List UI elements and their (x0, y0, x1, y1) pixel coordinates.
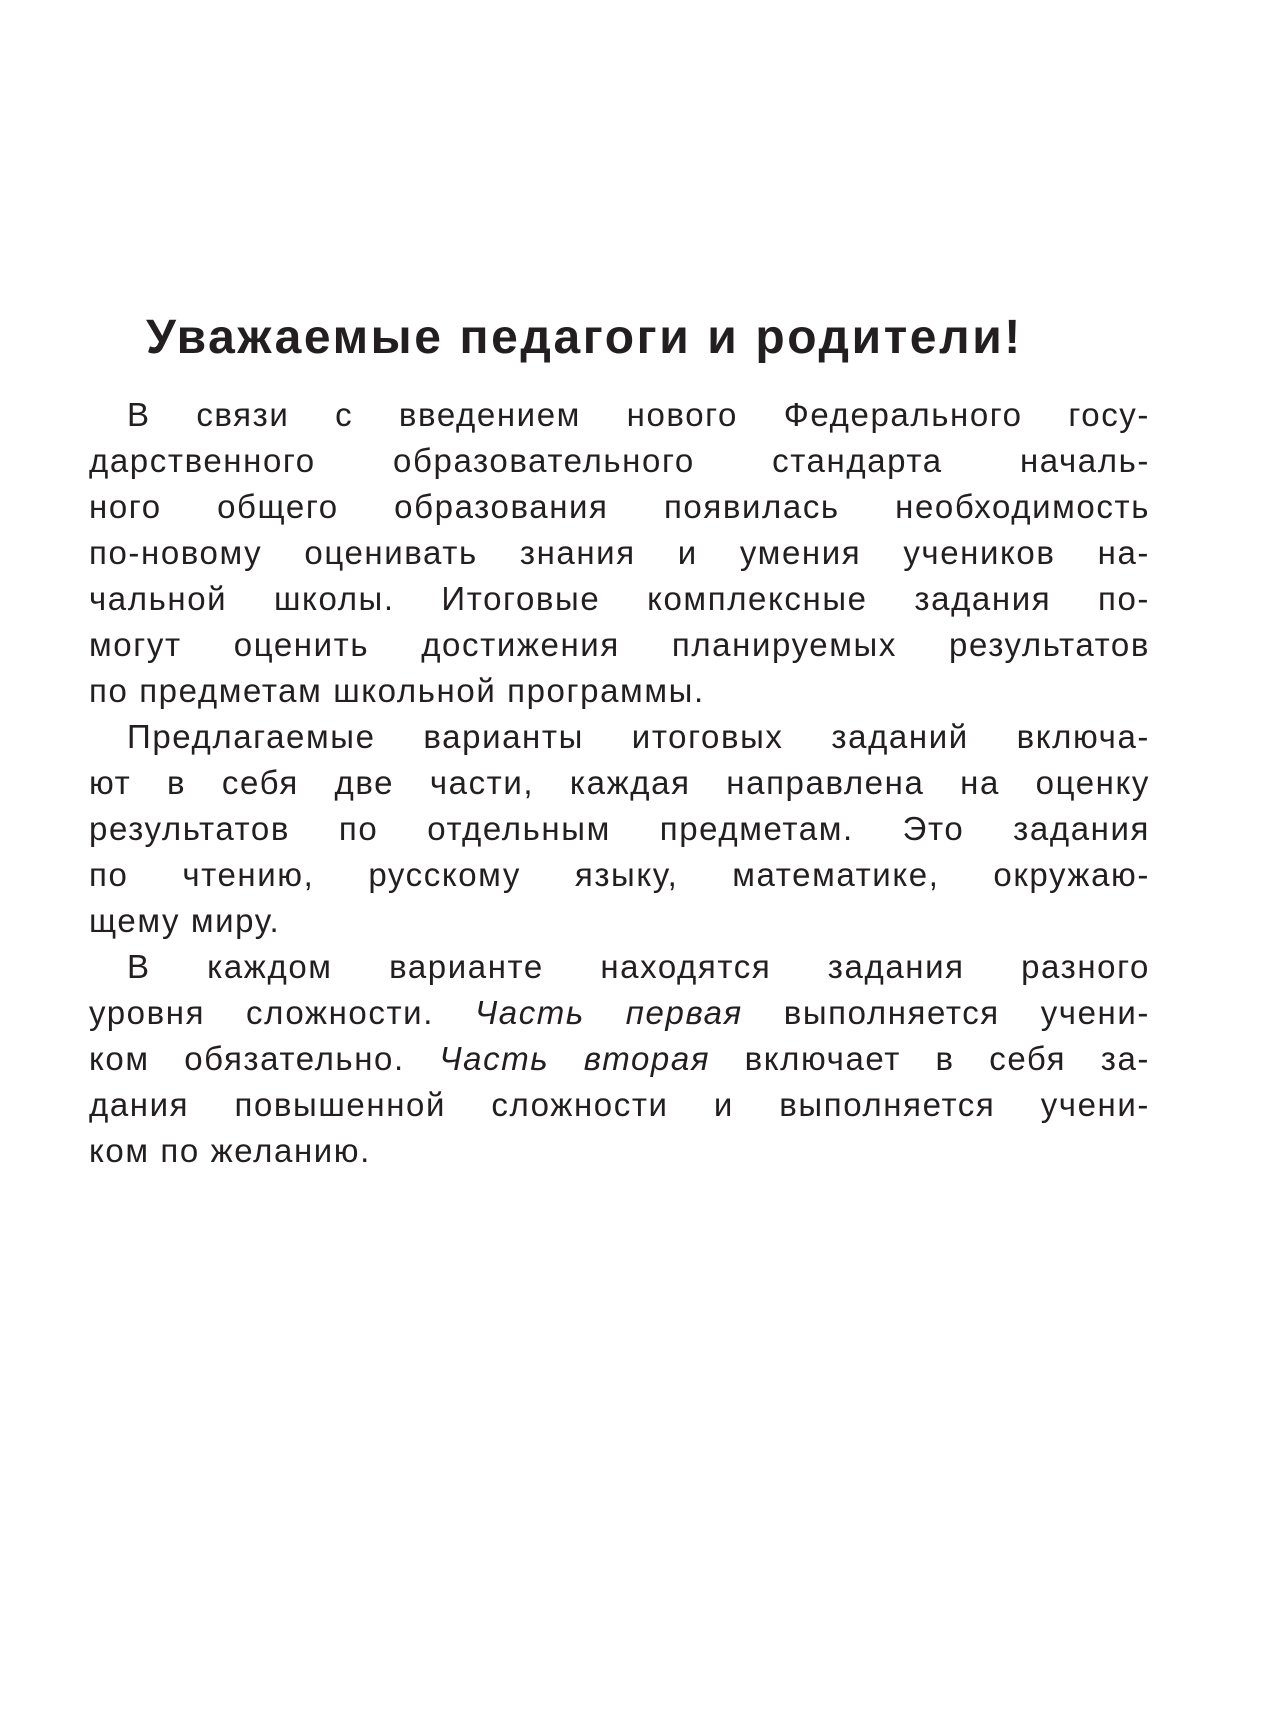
text-line: ного общего образования появилась необходимость (89, 488, 1150, 525)
body-text (89, 392, 1150, 1174)
text-line: результатов по отдельным предметам. Это задания (89, 810, 1150, 847)
page-title: Уважаемые педагоги и родители! (146, 311, 1023, 364)
text-segment: уровня сложности. (89, 994, 475, 1031)
text-line: В каждом варианте находятся задания разного (127, 948, 1150, 985)
text-line: по чтению, русскому языку, математике, окружаю- (89, 856, 1150, 893)
text-line: дания повышенной сложности и выполняется учени- (89, 1086, 1150, 1123)
text-line: дарственного образовательного стандарта началь- (89, 442, 1150, 479)
text-line: могут оценить достижения планируемых результатов (89, 626, 1150, 663)
text-segment: ком обязательно. (89, 1040, 440, 1077)
text-line: по предметам школьной программы. (89, 672, 705, 709)
italic-term-part-one: Часть первая (474, 994, 743, 1031)
text-line: ком по желанию. (89, 1132, 371, 1169)
text-line: Предлагаемые варианты итоговых заданий включа- (127, 718, 1150, 755)
text-line (89, 1036, 1150, 1082)
paragraph-2 (89, 714, 1150, 944)
text-line: по-новому оценивать знания и умения учеников на- (89, 534, 1150, 571)
paragraph-3 (89, 944, 1150, 1174)
text-line: В связи с введением нового Федерального госу- (127, 396, 1150, 433)
paragraph-1 (89, 392, 1150, 714)
text-segment: выполняется учени- (742, 994, 1150, 1031)
text-line (89, 990, 1150, 1036)
text-line: чальной школы. Итоговые комплексные задания по- (89, 580, 1150, 617)
italic-term-part-two: Часть вторая (439, 1040, 711, 1077)
text-segment: включает в себя за- (710, 1040, 1150, 1077)
text-line: ют в себя две части, каждая направлена на оценку (89, 764, 1150, 801)
text-line: щему миру. (89, 902, 281, 939)
